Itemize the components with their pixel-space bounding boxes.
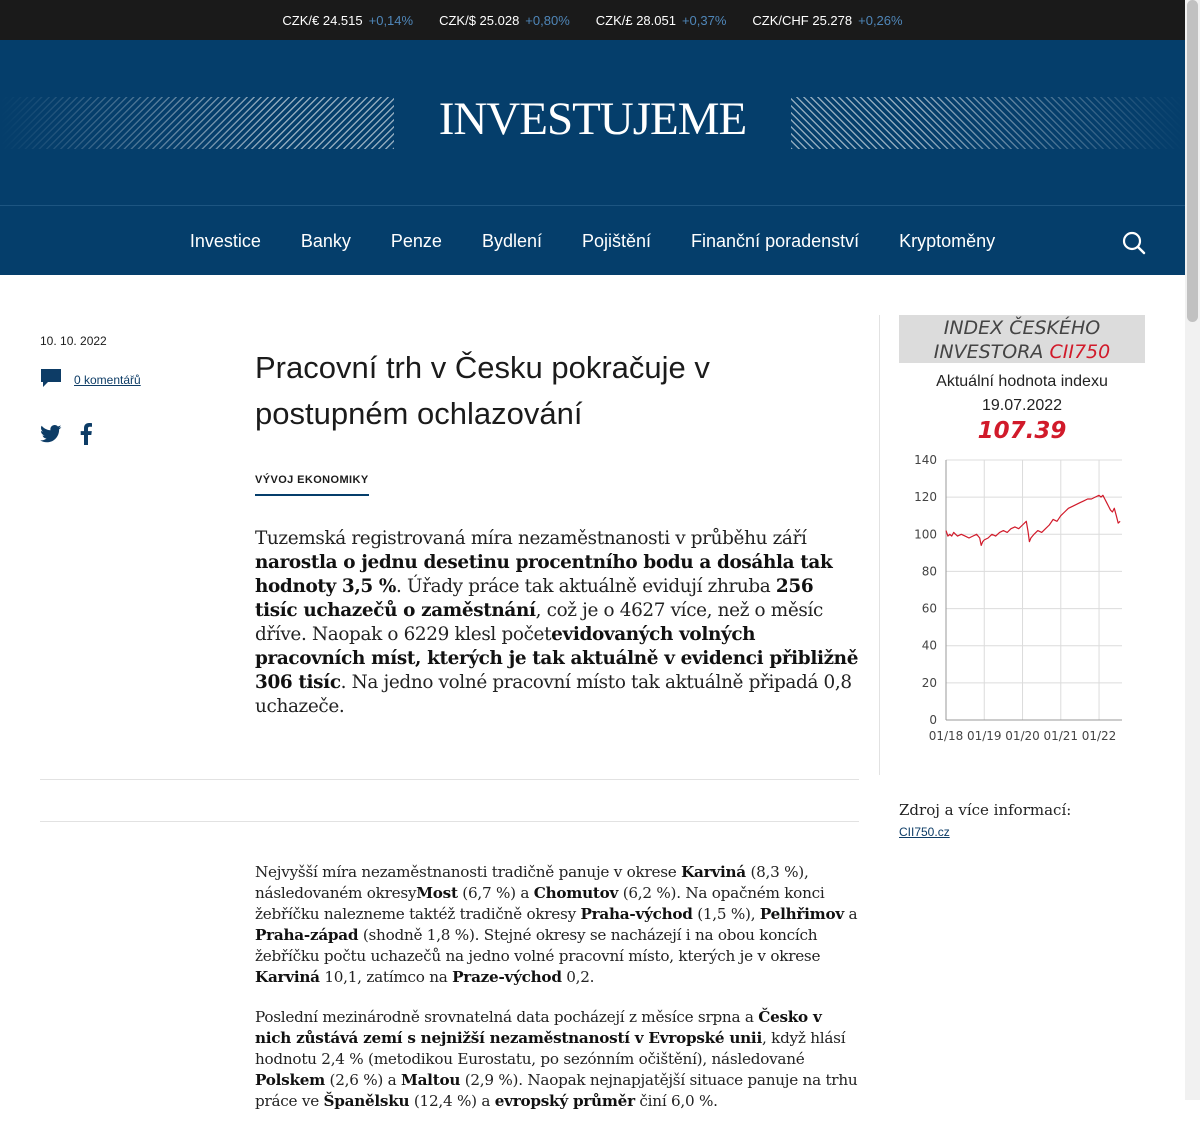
nav-item[interactable]: Penze: [390, 230, 442, 251]
ticker-item: [439, 13, 570, 28]
ticker-item: [752, 13, 902, 28]
bold-text: Polskem: [255, 1071, 325, 1089]
article-perex: [255, 527, 859, 719]
category-tag[interactable]: VÝVOJ EKONOMIKY: [255, 474, 369, 496]
index-title-line2: [899, 340, 1145, 364]
nav-list: [0, 206, 1185, 276]
text-run: , což je o 4627 více, než o měsíc dříve. Naopak o 6229 klesl počet: [255, 600, 823, 645]
x-tick-label: 01/18: [928, 729, 964, 743]
index-current-value: 107.39: [977, 418, 1067, 444]
comments: [40, 368, 141, 392]
text-run: , když hlásí hodnotu 2,4 % (metodikou Eurostatu, po sezónním očištění), následované: [255, 1029, 846, 1068]
x-tick-label: 01/20: [1005, 729, 1040, 743]
comments-link[interactable]: 0 komentářů: [74, 373, 141, 387]
ticker-item: [282, 13, 413, 28]
y-tick-label: 80: [921, 564, 937, 579]
text-run: Nejvyšší míra nezaměstnanosti tradičně panuje v okrese: [255, 863, 682, 881]
ticker-pair: CZK/CHF 25.278: [752, 12, 853, 28]
index-chart: [899, 448, 1145, 748]
nav-item[interactable]: Finanční poradenství: [691, 230, 860, 251]
article-title: Pracovní trh v Česku pokračuje v postupném ochlazování: [255, 350, 710, 431]
main-navigation: [0, 205, 1185, 275]
bold-text: Španělsku: [323, 1092, 410, 1110]
bold-text: Praze-východ: [452, 968, 562, 986]
x-tick-label: 01/19: [966, 729, 1002, 743]
divider: [40, 779, 859, 780]
source-link[interactable]: CII750.cz: [899, 825, 950, 839]
site-logo[interactable]: INVESTUJEME: [438, 93, 747, 145]
nav-item[interactable]: Investice: [189, 230, 261, 251]
bold-text: Praha-západ: [255, 926, 359, 944]
scrollbar-thumb[interactable]: [1187, 0, 1198, 322]
ticker-item: [596, 13, 727, 28]
bold-text: Praha-východ: [580, 905, 693, 923]
bold-text: 256 tisíc uchazečů o zaměstnání: [255, 576, 814, 621]
index-current-label: Aktuální hodnota indexu: [936, 373, 1108, 390]
paragraph: [255, 862, 859, 988]
x-tick-label: 01/22: [1081, 729, 1117, 743]
bold-text: Most: [416, 884, 458, 902]
text-run: (shodně 1,8 %). Stejné okresy se nacházejí i na obou koncích žebříčku počtu uchazečů na jedno volné pracovní místo, kterých je v okrese: [255, 926, 821, 965]
ticker-change: +0,26%: [858, 12, 903, 28]
text-run: (2,9 %). Naopak nejnapjatější situace panuje na trhu práce ve: [255, 1071, 858, 1110]
article-body: [255, 862, 859, 1131]
ticker-pair: CZK/£ 28.051: [595, 12, 676, 28]
bold-text: narostla o jednu desetinu procentního bodu a dosáhla tak hodnoty 3,5 %: [255, 552, 833, 597]
bold-text: Pelhřimov: [759, 905, 844, 923]
y-tick-label: 20: [921, 675, 937, 690]
y-tick-label: 100: [914, 527, 937, 542]
facebook-icon[interactable]: [80, 423, 92, 449]
text-run: a: [843, 905, 858, 923]
decorative-stripes-right: [791, 97, 1185, 149]
y-tick-label: 120: [914, 490, 937, 505]
bold-text: Karviná: [255, 968, 320, 986]
bold-text: evropský průměr: [494, 1092, 635, 1110]
text-run: 10,1, zatímco na: [319, 968, 453, 986]
divider: [40, 821, 859, 822]
text-run: (12,4 %) a: [409, 1092, 495, 1110]
text-run: (8,3 %), následovaném okresy: [255, 863, 809, 902]
y-tick-label: 40: [921, 638, 937, 653]
currency-ticker: [0, 0, 1185, 40]
article-date: 10. 10. 2022: [40, 334, 107, 348]
decorative-stripes-left: [0, 97, 394, 149]
paragraph: [255, 1007, 859, 1112]
search-icon[interactable]: [1121, 230, 1147, 256]
text-run: Poslední mezinárodně srovnatelná data pocházejí z měsíce srpna a: [255, 1008, 759, 1026]
text-run: (6,7 %) a: [457, 884, 534, 902]
index-title-line1: INDEX ČESKÉHO: [943, 317, 1101, 339]
text-run: . Úřady práce tak aktuálně evidují zhruba: [396, 576, 776, 597]
ticker-change: +0,80%: [525, 12, 570, 28]
y-tick-label: 140: [914, 453, 937, 467]
ticker-change: +0,37%: [681, 12, 727, 28]
text-run: . Na jedno volné pracovní místo tak aktuálně připadá 0,8 uchazeče.: [255, 672, 852, 717]
bold-text: Maltou: [401, 1071, 461, 1089]
text-run: 0,2.: [561, 968, 595, 986]
bold-text: Chomutov: [533, 884, 619, 902]
share-buttons: [40, 423, 92, 449]
bold-text: Karviná: [681, 863, 746, 881]
text-run: (6,2 %). Na opačném konci žebříčku nalezneme taktéž tradičně okresy: [255, 884, 825, 923]
masthead: [0, 40, 1185, 205]
index-current-date: 19.07.2022: [981, 397, 1063, 414]
bold-text: evidovaných volných pracovních míst, kterých je tak aktuálně v evidenci přibližně 306 tisíc: [255, 624, 859, 693]
text-run: činí 6,0 %.: [634, 1092, 718, 1110]
scrollbar[interactable]: [1185, 0, 1200, 1100]
text-run: Tuzemská registrovaná míra nezaměstnanosti v průběhu září: [255, 528, 807, 549]
index-code: CII750: [1049, 341, 1111, 363]
text-run: (1,5 %),: [692, 905, 760, 923]
x-tick-label: 01/21: [1043, 729, 1079, 743]
series-line: [946, 495, 1120, 545]
nav-item[interactable]: Pojištění: [581, 230, 652, 251]
comment-icon[interactable]: [40, 368, 62, 392]
nav-item[interactable]: Banky: [300, 230, 351, 251]
ticker-pair: CZK/€ 24.515: [282, 12, 363, 28]
nav-item[interactable]: Kryptoměny: [899, 230, 996, 251]
y-tick-label: 60: [921, 601, 937, 616]
bold-text: Česko v nich zůstává zemí s nejnižší nezaměstnaností v Evropské unii: [255, 1008, 822, 1047]
source-label: Zdroj a více informací:: [899, 801, 1072, 819]
index-title-text: INVESTORA: [933, 341, 1050, 363]
y-tick-label: 0: [929, 713, 937, 727]
index-title-box: [899, 315, 1145, 363]
sidebar-divider: [879, 315, 880, 775]
nav-item[interactable]: Bydlení: [481, 230, 542, 251]
ticker-pair: CZK/$ 25.028: [439, 12, 520, 28]
ticker-change: +0,14%: [368, 12, 414, 28]
text-run: (2,6 %) a: [324, 1071, 402, 1089]
twitter-icon[interactable]: [40, 425, 62, 447]
